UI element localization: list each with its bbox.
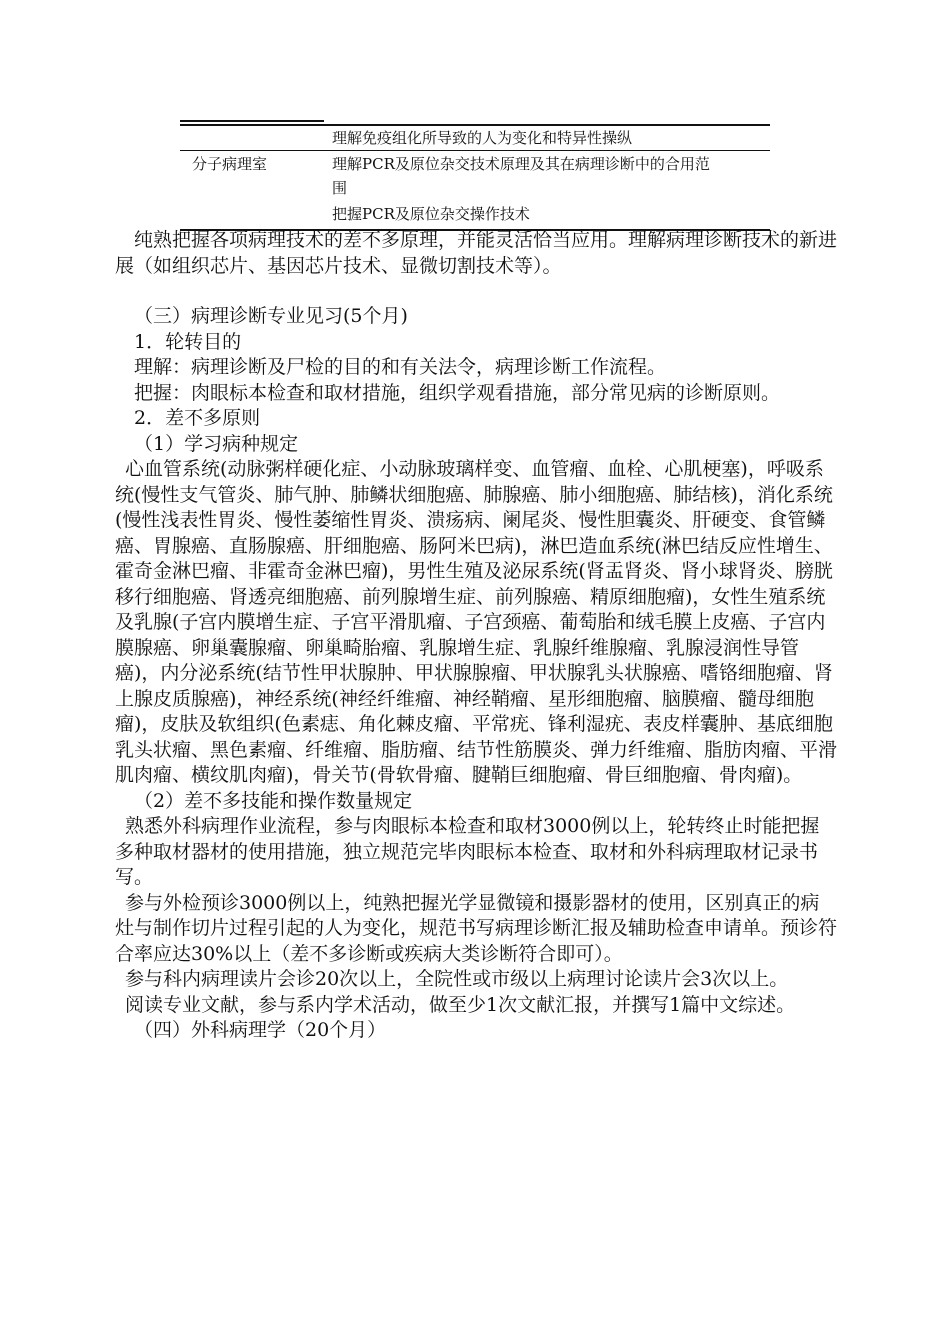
table-cell-pcr-understand-cont: 围	[332, 179, 348, 197]
table-row-divider	[180, 150, 770, 151]
paragraph-prediagnosis: 参与外检预诊3000例以上，纯熟把握光学显微镜和摄影器材的使用，区别真正的病灶与制作切片过程引起的人为变化，规范书写病理诊断汇报及辅助检查申请单。预诊符合率应达30%以上（差不多诊断或疾病大类诊断符合即可）。	[115, 891, 838, 965]
section-heading-4: （四）外科病理学（20个月）	[134, 1019, 387, 1041]
paragraph-slide-conferences: 参与科内病理读片会诊20次以上，全院性或市级以上病理讨论读片会3次以上。	[125, 968, 789, 990]
subheading-skills-requirements: （2）差不多技能和操作数量规定	[134, 789, 413, 812]
paragraph-master: 把握：肉眼标本检查和取材措施，组织学观看措施，部分常见病的诊断原则。	[134, 381, 781, 404]
subheading-disease-requirements: （1）学习病种规定	[134, 432, 299, 455]
subheading-rotation-goal: 1．轮转目的	[134, 330, 242, 353]
subheading-basic-principles: 2．差不多原则	[134, 407, 261, 429]
paragraph-understand: 理解：病理诊断及尸检的目的和有关法令，病理诊断工作流程。	[134, 356, 667, 378]
section-heading-3: （三）病理诊断专业见习(5个月)	[134, 305, 408, 327]
table-cell-ihc-requirement: 理解免疫组化所导致的人为变化和特异性操纵	[332, 129, 633, 147]
table-cell-pcr-understand: 理解PCR及原位杂交技术原理及其在病理诊断中的合用范	[332, 155, 710, 173]
table-cell-molecular-lab: 分子病理室	[192, 155, 268, 173]
paragraph-technique-summary: 纯熟把握各项病理技术的差不多原理，并能灵活恰当应用。理解病理诊断技术的新进展（如组织芯片、基因芯片技术、显微切割技术等）。	[115, 229, 838, 277]
paragraph-literature: 阅读专业文献，参与系内学术活动，做至少1次文献汇报，并撰写1篇中文综述。	[125, 993, 796, 1016]
table-top-rule-short	[180, 120, 324, 122]
paragraph-grossing: 熟悉外科病理作业流程，参与肉眼标本检查和取材3000例以上，轮转终止时能把握多种取材器材的使用措施，独立规范完毕肉眼标本检查、取材和外科病理取材记录书写。	[115, 815, 820, 888]
document-body	[115, 228, 837, 1044]
paragraph-disease-list: 心血管系统(动脉粥样硬化症、小动脉玻璃样变、血管瘤、血栓、心肌梗塞)，呼吸系统(慢性支气管炎、肺气肿、肺鳞状细胞癌、肺腺癌、肺小细胞癌、肺结核)，消化系统(慢性浅表性胃炎、慢性萎缩性胃炎、溃疡病、阑尾炎、慢性胆囊炎、肝硬变、食管鳞癌、胃腺癌、直肠腺癌、肝细胞癌、肠阿米巴病)，淋巴造血系统(淋巴结反应性增生、霍奇金淋巴瘤、非霍奇金淋巴瘤)，男性生殖及泌尿系统(肾盂肾炎、肾小球肾炎、膀胱移行细胞癌、肾透亮细胞癌、前列腺增生症、前列腺癌、精原细胞瘤)，女性生殖系统及乳腺(子宫内膜增生症、子宫平滑肌瘤、子宫颈癌、葡萄胎和绒毛膜上皮癌、子宫内膜腺癌、卵巢囊腺瘤、卵巢畸胎瘤、乳腺增生症、乳腺纤维腺瘤、乳腺浸润性导管癌)，内分泌系统(结节性甲状腺肿、甲状腺腺瘤、甲状腺乳头状腺癌、嗜铬细胞瘤、肾上腺皮质腺癌)，神经系统(神经纤维瘤、神经鞘瘤、星形细胞瘤、脑膜瘤、髓母细胞瘤)，皮肤及软组织(色素痣、角化棘皮瘤、平常疣、锋利湿疣、表皮样囊肿、基底细胞乳头状瘤、黑色素瘤、纤维瘤、脂肪瘤、结节性筋膜炎、弹力纤维瘤、脂肪肉瘤、平滑肌肉瘤、横纹肌肉瘤)，骨关节(骨软骨瘤、腱鞘巨细胞瘤、骨巨细胞瘤、骨肉瘤)。	[115, 458, 838, 786]
table-cell-pcr-master: 把握PCR及原位杂交操作技术	[332, 205, 530, 223]
